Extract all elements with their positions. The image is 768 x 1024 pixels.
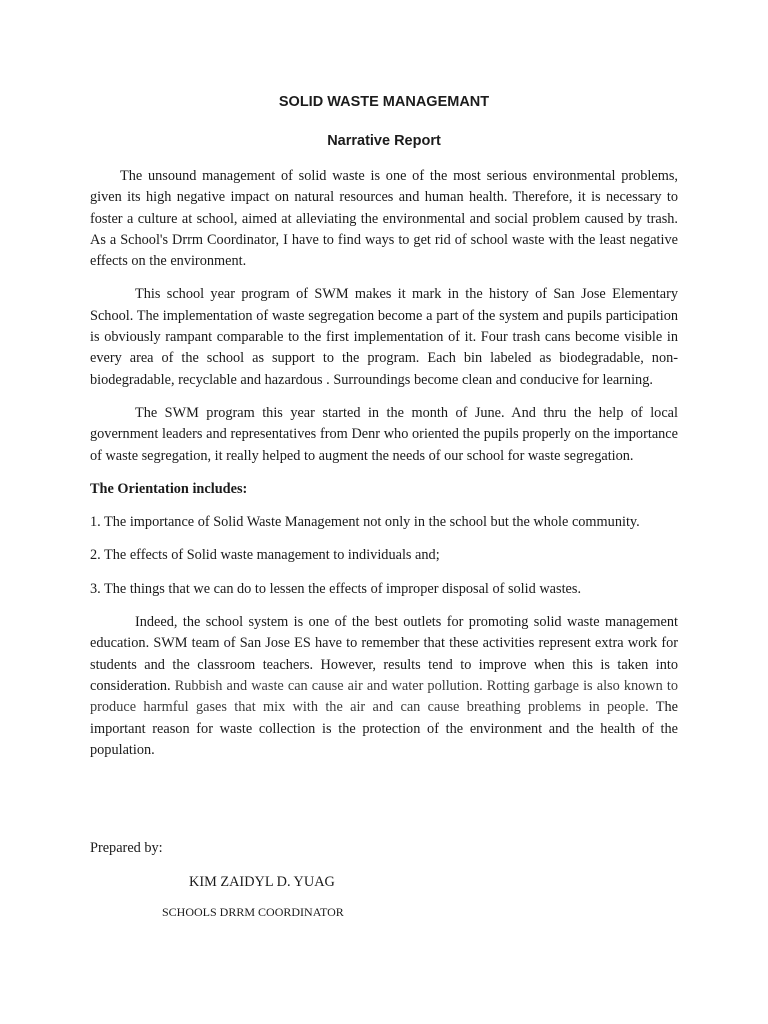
orientation-heading: The Orientation includes: bbox=[90, 480, 248, 497]
prepared-by-label: Prepared by: bbox=[90, 840, 163, 856]
paragraph-closing bbox=[90, 612, 678, 761]
document-subtitle: Narrative Report bbox=[327, 133, 441, 149]
closing-text-part2: Rubbish and waste can cause air and water pollution. Rotting garbage is also known to produce harmful gases that mix with the air and can cause breathing problems in people. bbox=[90, 677, 678, 716]
closing-text-part3: The important reason for waste collection is the protection of the environment and the health of the population. bbox=[90, 699, 678, 758]
paragraph-program: This school year program of SWM makes it mark in the history of San Jose Elementary School. The implementation of waste segregation become a part of the system and pupils participation is obviously rampant comparable to the first implementation of it. Four trash cans become visible in every area of the school as support to the program. Each bin labeled as biodegradable, non-biodegradable, recyclable and hazardous . Surroundings become clean and conducive for learning. bbox=[90, 286, 678, 388]
paragraph-intro: The unsound management of solid waste is one of the most serious environmental problems, given its high negative impact on natural resources and human health. Therefore, it is necessary to foster a culture at school, aimed at alleviating the environmental and social problem caused by trash. As a School's Drrm Coordinator, I have to find ways to get rid of school waste with the least negative effects on the environment. bbox=[90, 168, 678, 270]
document-title: SOLID WASTE MANAGEMANT bbox=[278, 94, 490, 110]
signatory-role: SCHOOLS DRRM COORDINATOR bbox=[162, 905, 344, 919]
orientation-item: 3. The things that we can do to lessen the effects of improper disposal of solid wastes. bbox=[90, 580, 582, 597]
document-body bbox=[90, 166, 678, 773]
orientation-item: 2. The effects of Solid waste management to individuals and; bbox=[90, 547, 440, 564]
closing-text-part1: Indeed, the school system is one of the best outlets for promoting solid waste management education. SWM team of San Jose ES have to remember that these activities represent extra work for students and the classroom teachers. However, results tend to improve when this is taken into consideration. bbox=[90, 614, 678, 694]
signatory-name: KIM ZAIDYL D. YUAG bbox=[189, 874, 335, 890]
paragraph-schedule: The SWM program this year started in the month of June. And thru the help of local government leaders and representatives from Denr who oriented the pupils properly on the importance of waste segregation, it really helped to augment the needs of our school for waste segregation. bbox=[90, 404, 678, 464]
orientation-item: 1. The importance of Solid Waste Management not only in the school but the whole community. bbox=[90, 514, 640, 531]
